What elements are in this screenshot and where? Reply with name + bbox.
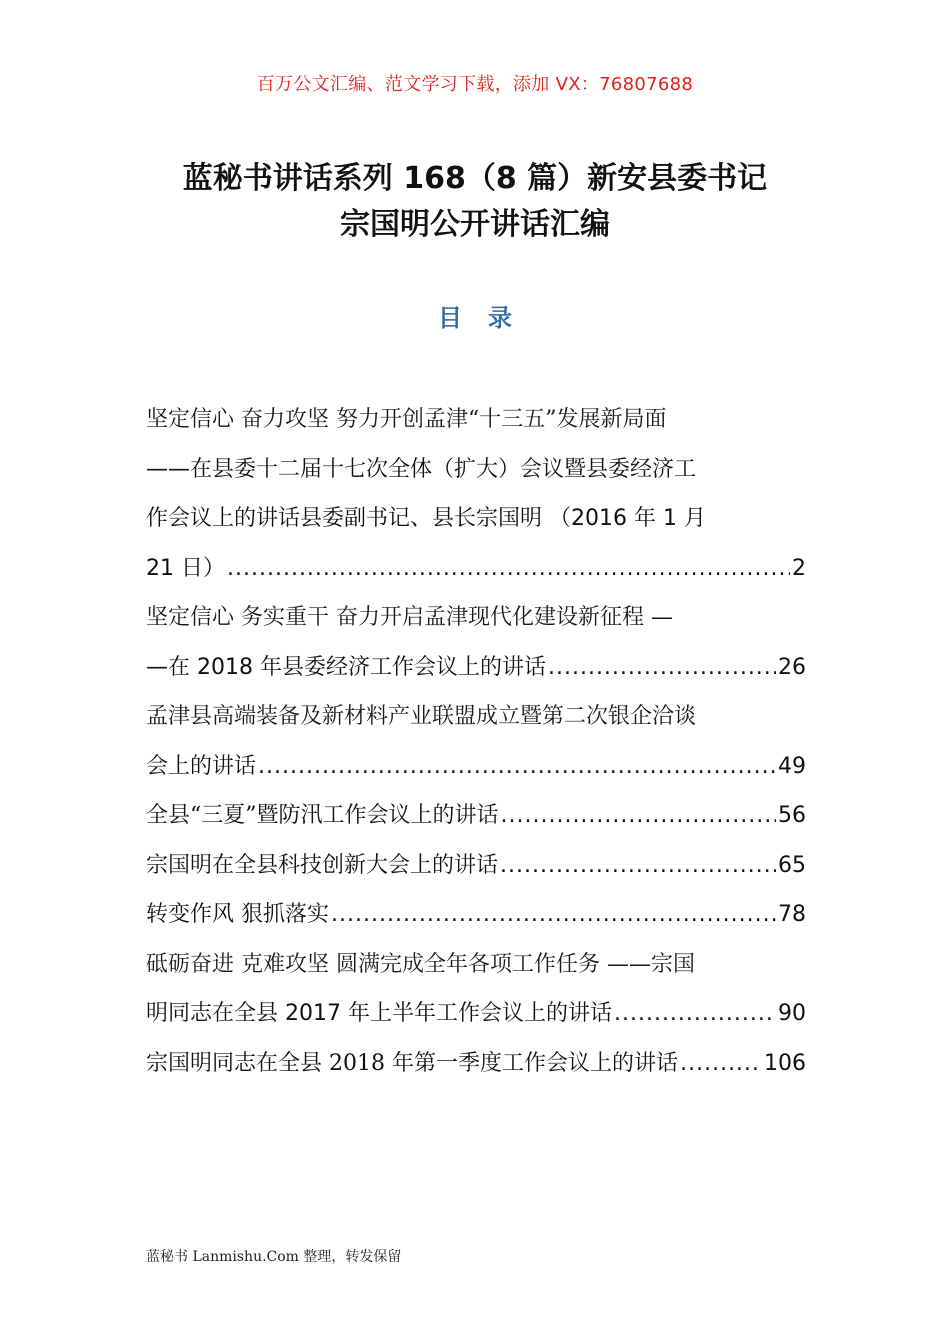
toc-page-number: 78 — [778, 902, 806, 927]
toc-entry-text: 明同志在全县 2017 年上半年工作会议上的讲话 — [146, 1001, 612, 1026]
toc-entry-text: 转变作风 狠抓落实 — [146, 902, 329, 927]
toc-leader-dots — [548, 643, 776, 693]
toc-leader-dots — [500, 841, 776, 891]
toc-entry[interactable] — [146, 395, 806, 593]
toc-leader-dots — [258, 742, 776, 792]
toc-entry-text: 会上的讲话 — [146, 753, 257, 779]
toc-entry-title: 坚定信心 务实重干 奋力开启孟津现代化建设新征程 — — [146, 605, 673, 630]
toc-entry-subtitle: ——在县委十二届十七次全体（扩大）会议暨县委经济工 — [146, 456, 697, 482]
toc-page-number: 56 — [778, 803, 806, 828]
toc-leader-dots — [227, 544, 790, 594]
toc-entry-text: 21 日） — [146, 555, 225, 581]
toc-leader-dots — [614, 989, 776, 1039]
header-note: 百万公文汇编、范文学习下载，添加 VX：76807688 — [256, 74, 694, 95]
toc-entry-title: 坚定信心 奋力攻坚 努力开创孟津“十三五”发展新局面 — [146, 407, 667, 432]
toc-entry[interactable] — [146, 692, 806, 791]
toc-leader-dots — [680, 1039, 762, 1089]
toc-entry[interactable] — [146, 593, 806, 692]
title-line-2: 宗国明公开讲话汇编 — [340, 207, 610, 242]
toc-entry-title: 孟津县高端装备及新材料产业联盟成立暨第二次银企洽谈 — [146, 704, 697, 729]
toc-entry-text: 宗国明同志在全县 2018 年第一季度工作会议上的讲话 — [146, 1050, 678, 1076]
table-of-contents — [146, 395, 806, 1088]
toc-page-number: 106 — [764, 1050, 806, 1076]
toc-entry-text: 宗国明在全县科技创新大会上的讲话 — [146, 852, 499, 878]
toc-leader-dots — [501, 791, 777, 841]
toc-entry-title: 砥砺奋进 克难攻坚 圆满完成全年各项工作任务 ——宗国 — [146, 951, 695, 977]
toc-leader-dots — [331, 890, 776, 940]
toc-heading: 目录 — [438, 304, 538, 332]
toc-entry[interactable] — [146, 1039, 806, 1089]
toc-page-number: 90 — [778, 1001, 806, 1026]
toc-entry[interactable] — [146, 940, 806, 1039]
document-title — [60, 156, 890, 248]
toc-entry[interactable] — [146, 841, 806, 891]
toc-page-number: 26 — [778, 654, 806, 680]
toc-entry[interactable] — [146, 791, 806, 841]
toc-entry-subtitle: 作会议上的讲话县委副书记、县长宗国明 （2016 年 1 月 — [146, 506, 706, 531]
toc-entry-text: —在 2018 年县委经济工作会议上的讲话 — [146, 654, 546, 680]
toc-page-number: 49 — [778, 753, 806, 779]
toc-page-number: 65 — [778, 852, 806, 878]
footer-note: 蓝秘书 Lanmishu.Com 整理，转发保留 — [146, 1249, 402, 1265]
toc-entry[interactable] — [146, 890, 806, 940]
toc-entry-text: 全县“三夏”暨防汛工作会议上的讲话 — [146, 803, 499, 828]
title-line-1: 蓝秘书讲话系列 168（8 篇）新安县委书记 — [182, 161, 768, 196]
toc-page-number: 2 — [792, 555, 806, 581]
